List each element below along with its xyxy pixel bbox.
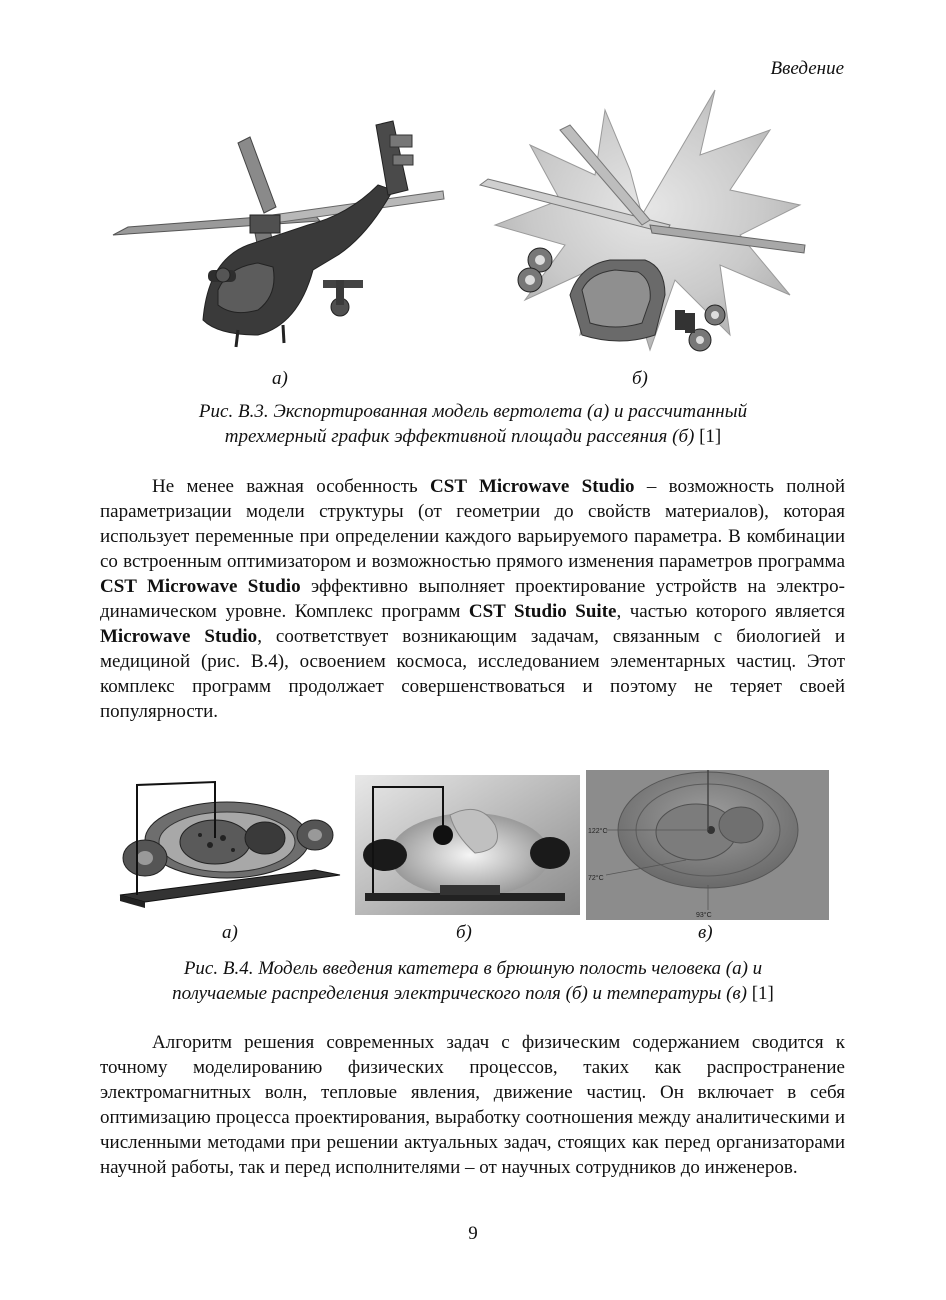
figure4-label-c: в) — [698, 922, 713, 943]
paragraph-algorithm-text: Алгоритм решения современных задач с физическим содержанием сводится к точному моделированию физических процессов, таких как распространение электромагнитных волн, тепловые явления, движение частиц. Он включает в себя оптимизацию процесса проектирования, выработку соотношения между аналитическими и численными методами при решении актуальных задач, стоящих как перед организаторами научной работы, так и перед исполнителями – от научных сотрудников до инженеров. — [100, 1032, 845, 1178]
temp-label-1: 122°C — [588, 828, 608, 835]
temp-label-2: 72°C — [588, 875, 604, 882]
figure4-caption — [100, 956, 846, 1006]
p1-bold-1: CST Microwave Studio — [430, 476, 635, 497]
p1-text-3: эффективно выполняет проектирование устройств на электро-динамическом уровне. Комплекс программ — [100, 576, 845, 622]
p1-text-2: – возможность полной параметризации модели структуры (от геометрии до свойств материалов), которая использует переменные при определении каждого варьируемого параметра. В комбинации со встроенным оптимизатором и возможностью прямого изменения параметров программа — [100, 476, 845, 572]
p1-text-1: Не менее важная особенность — [152, 476, 431, 497]
running-header: Введение — [770, 58, 844, 79]
figure-temperature — [586, 770, 829, 920]
figure4-caption-ref: [1] — [751, 983, 774, 1004]
p1-text-4: , частью которого является — [616, 601, 846, 622]
figure4-caption-line1: Рис. В.4. Модель введения катетера в брюшную полость человека (а) и — [183, 958, 763, 979]
figure3-caption-line2: трехмерный график эффективной площади рассеяния (б) — [224, 426, 695, 447]
figure4-caption-line2: получаемые распределения электрического поля (б) и температуры (в) — [172, 983, 747, 1004]
paragraph-cst-features — [100, 474, 845, 724]
figure3-caption-line1: Рис. В.3. Экспортированная модель вертолета (а) и рассчитанный — [198, 401, 748, 422]
figure-catheter-model — [115, 770, 345, 915]
p1-text-5: , соответствует возникающим задачам, связанным с биологией и медициной (рис. В.4), освоением космоса, исследованием элементарных частиц. Этот комплекс программ продолжает совершенствоваться и поэтому не теряет своей популярности. — [100, 626, 845, 722]
p1-bold-3: CST Studio Suite — [468, 601, 617, 622]
page-number: 9 — [468, 1223, 478, 1244]
figure3-label-a: а) — [272, 368, 288, 389]
figure3-caption — [100, 399, 846, 449]
figure3-label-b: б) — [632, 368, 648, 389]
figure4-label-a: а) — [222, 922, 238, 943]
figure-rcs-3d-plot — [470, 85, 815, 365]
paragraph-algorithm — [100, 1030, 845, 1180]
figure4-label-b: б) — [456, 922, 472, 943]
temp-label-3: 93°C — [696, 912, 712, 919]
figure-electric-field — [355, 775, 580, 915]
p1-bold-2: CST Microwave Studio — [100, 576, 301, 597]
p1-bold-4: Microwave Studio — [100, 626, 258, 647]
figure3-caption-ref: [1] — [699, 426, 722, 447]
figure-helicopter-model — [108, 95, 448, 365]
